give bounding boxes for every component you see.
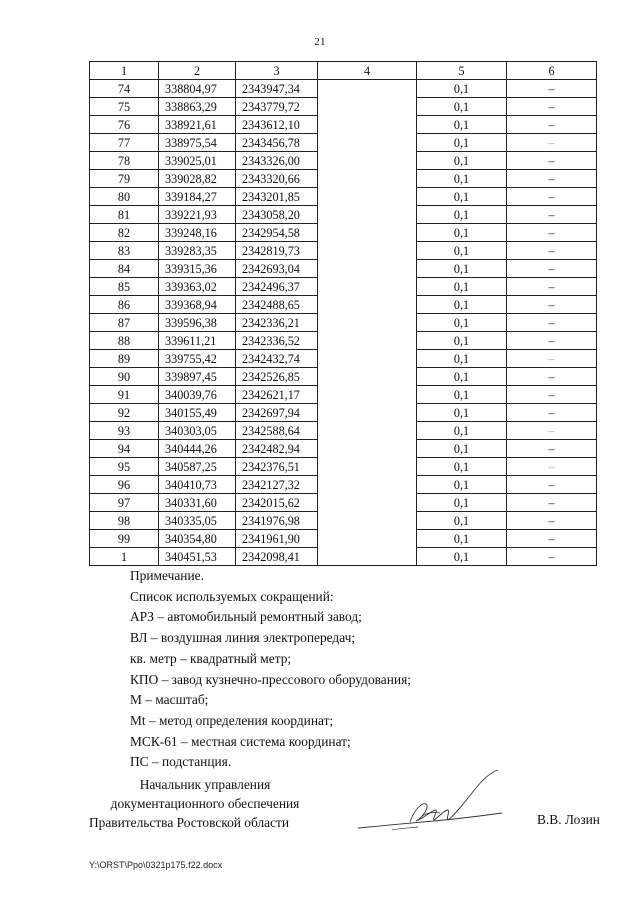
- column-header: 4: [318, 62, 417, 80]
- y-coordinate-cell: 2342376,51: [236, 458, 318, 476]
- point-number-cell: 89: [90, 350, 159, 368]
- y-coordinate-cell: 2342693,04: [236, 260, 318, 278]
- accuracy-cell: 0,1: [417, 458, 507, 476]
- note-line: МСК-61 – местная система координат;: [130, 733, 351, 749]
- y-coordinate-cell: 2342496,37: [236, 278, 318, 296]
- x-coordinate-cell: 338863,29: [159, 98, 236, 116]
- x-coordinate-cell: 339248,16: [159, 224, 236, 242]
- accuracy-cell: 0,1: [417, 260, 507, 278]
- point-number-cell: 1: [90, 548, 159, 566]
- column-6-cell: –: [507, 548, 597, 566]
- point-number-cell: 74: [90, 80, 159, 98]
- note-title: Примечание.: [130, 568, 204, 583]
- x-coordinate-cell: 339755,42: [159, 350, 236, 368]
- column-6-cell: –: [507, 80, 597, 98]
- y-coordinate-cell: 2342127,32: [236, 476, 318, 494]
- position-line: Правительства Ростовской области: [89, 815, 290, 830]
- x-coordinate-cell: 339897,45: [159, 368, 236, 386]
- point-number-cell: 87: [90, 314, 159, 332]
- point-number-cell: 97: [90, 494, 159, 512]
- column-header: 2: [159, 62, 236, 80]
- column-header: 6: [507, 62, 597, 80]
- accuracy-cell: 0,1: [417, 206, 507, 224]
- column-6-cell: –: [507, 134, 597, 152]
- column-6-cell: –: [507, 512, 597, 530]
- column-6-cell: –: [507, 440, 597, 458]
- table-body: [90, 80, 597, 566]
- note-block: [130, 566, 411, 773]
- note-line: кв. метр – квадратный метр;: [130, 650, 292, 666]
- accuracy-cell: 0,1: [417, 116, 507, 134]
- accuracy-cell: 0,1: [417, 278, 507, 296]
- point-number-cell: 92: [90, 404, 159, 422]
- column-6-cell: –: [507, 368, 597, 386]
- accuracy-cell: 0,1: [417, 152, 507, 170]
- y-coordinate-cell: 2343456,78: [236, 134, 318, 152]
- column-6-cell: –: [507, 476, 597, 494]
- accuracy-cell: 0,1: [417, 386, 507, 404]
- y-coordinate-cell: 2342488,65: [236, 296, 318, 314]
- x-coordinate-cell: 340451,53: [159, 548, 236, 566]
- y-coordinate-cell: 2342336,52: [236, 332, 318, 350]
- position-line: документационного обеспечения: [110, 796, 300, 811]
- y-coordinate-cell: 2343320,66: [236, 170, 318, 188]
- x-coordinate-cell: 338975,54: [159, 134, 236, 152]
- accuracy-cell: 0,1: [417, 512, 507, 530]
- column-6-cell: –: [507, 98, 597, 116]
- column-6-cell: –: [507, 116, 597, 134]
- point-number-cell: 76: [90, 116, 159, 134]
- point-number-cell: 90: [90, 368, 159, 386]
- column-6-cell: –: [507, 494, 597, 512]
- point-number-cell: 77: [90, 134, 159, 152]
- column-6-cell: –: [507, 530, 597, 548]
- page-number: 21: [314, 36, 326, 48]
- accuracy-cell: 0,1: [417, 242, 507, 260]
- point-number-cell: 99: [90, 530, 159, 548]
- accuracy-cell: 0,1: [417, 422, 507, 440]
- table-header-row: [90, 62, 597, 80]
- x-coordinate-cell: 338921,61: [159, 116, 236, 134]
- point-number-cell: 91: [90, 386, 159, 404]
- column-6-cell: –: [507, 170, 597, 188]
- column-6-cell: –: [507, 152, 597, 170]
- x-coordinate-cell: 339596,38: [159, 314, 236, 332]
- column-6-cell: –: [507, 350, 597, 368]
- point-number-cell: 75: [90, 98, 159, 116]
- x-coordinate-cell: 339368,94: [159, 296, 236, 314]
- column-6-cell: –: [507, 188, 597, 206]
- accuracy-cell: 0,1: [417, 98, 507, 116]
- note-line: Список используемых сокращений:: [130, 588, 334, 604]
- x-coordinate-cell: 340039,76: [159, 386, 236, 404]
- y-coordinate-cell: 2341961,90: [236, 530, 318, 548]
- point-number-cell: 82: [90, 224, 159, 242]
- column-header: 5: [417, 62, 507, 80]
- column-6-cell: –: [507, 260, 597, 278]
- x-coordinate-cell: 339025,01: [159, 152, 236, 170]
- y-coordinate-cell: 2342098,41: [236, 548, 318, 566]
- y-coordinate-cell: 2343058,20: [236, 206, 318, 224]
- accuracy-cell: 0,1: [417, 188, 507, 206]
- column-6-cell: –: [507, 278, 597, 296]
- file-path: Y:\ORST\Ppo\0321p175.f22.docx: [89, 860, 223, 870]
- x-coordinate-cell: 339315,36: [159, 260, 236, 278]
- x-coordinate-cell: 340587,25: [159, 458, 236, 476]
- accuracy-cell: 0,1: [417, 80, 507, 98]
- accuracy-cell: 0,1: [417, 224, 507, 242]
- x-coordinate-cell: 339283,35: [159, 242, 236, 260]
- point-number-cell: 86: [90, 296, 159, 314]
- coordinates-table: [89, 61, 597, 566]
- point-number-cell: 98: [90, 512, 159, 530]
- note-line: Mt – метод определения координат;: [130, 712, 334, 728]
- handwritten-signature: [352, 766, 512, 840]
- table-row: [90, 80, 597, 98]
- point-number-cell: 93: [90, 422, 159, 440]
- x-coordinate-cell: 339221,93: [159, 206, 236, 224]
- point-number-cell: 80: [90, 188, 159, 206]
- accuracy-cell: 0,1: [417, 350, 507, 368]
- x-coordinate-cell: 340335,05: [159, 512, 236, 530]
- point-number-cell: 78: [90, 152, 159, 170]
- x-coordinate-cell: 340331,60: [159, 494, 236, 512]
- y-coordinate-cell: 2342482,94: [236, 440, 318, 458]
- x-coordinate-cell: 340444,26: [159, 440, 236, 458]
- y-coordinate-cell: 2341976,98: [236, 512, 318, 530]
- y-coordinate-cell: 2342336,21: [236, 314, 318, 332]
- x-coordinate-cell: 339184,27: [159, 188, 236, 206]
- column-6-cell: –: [507, 422, 597, 440]
- accuracy-cell: 0,1: [417, 404, 507, 422]
- y-coordinate-cell: 2342697,94: [236, 404, 318, 422]
- note-line: КПО – завод кузнечно-прессового оборудования;: [130, 671, 411, 687]
- accuracy-cell: 0,1: [417, 134, 507, 152]
- position-line: Начальник управления: [139, 777, 271, 792]
- y-coordinate-cell: 2342526,85: [236, 368, 318, 386]
- y-coordinate-cell: 2343612,10: [236, 116, 318, 134]
- column-6-cell: –: [507, 242, 597, 260]
- accuracy-cell: 0,1: [417, 476, 507, 494]
- x-coordinate-cell: 340410,73: [159, 476, 236, 494]
- column-header: 3: [236, 62, 318, 80]
- accuracy-cell: 0,1: [417, 548, 507, 566]
- column-6-cell: –: [507, 458, 597, 476]
- column-6-cell: –: [507, 404, 597, 422]
- column-6-cell: –: [507, 206, 597, 224]
- column-4-cell: [318, 80, 417, 566]
- note-line: ПС – подстанция.: [130, 754, 232, 770]
- point-number-cell: 83: [90, 242, 159, 260]
- y-coordinate-cell: 2342432,74: [236, 350, 318, 368]
- x-coordinate-cell: 340155,49: [159, 404, 236, 422]
- accuracy-cell: 0,1: [417, 494, 507, 512]
- point-number-cell: 79: [90, 170, 159, 188]
- y-coordinate-cell: 2342621,17: [236, 386, 318, 404]
- accuracy-cell: 0,1: [417, 314, 507, 332]
- accuracy-cell: 0,1: [417, 170, 507, 188]
- x-coordinate-cell: 339363,02: [159, 278, 236, 296]
- note-line: АРЗ – автомобильный ремонтный завод;: [130, 609, 362, 625]
- point-number-cell: 84: [90, 260, 159, 278]
- column-6-cell: –: [507, 332, 597, 350]
- y-coordinate-cell: 2342015,62: [236, 494, 318, 512]
- accuracy-cell: 0,1: [417, 368, 507, 386]
- note-line: ВЛ – воздушная линия электропередач;: [130, 630, 356, 646]
- x-coordinate-cell: 339028,82: [159, 170, 236, 188]
- column-6-cell: –: [507, 386, 597, 404]
- point-number-cell: 94: [90, 440, 159, 458]
- column-6-cell: –: [507, 296, 597, 314]
- column-6-cell: –: [507, 224, 597, 242]
- y-coordinate-cell: 2343947,34: [236, 80, 318, 98]
- y-coordinate-cell: 2343326,00: [236, 152, 318, 170]
- accuracy-cell: 0,1: [417, 296, 507, 314]
- x-coordinate-cell: 340354,80: [159, 530, 236, 548]
- y-coordinate-cell: 2343779,72: [236, 98, 318, 116]
- signer-name: В.В. Лозин: [537, 812, 600, 827]
- x-coordinate-cell: 338804,97: [159, 80, 236, 98]
- accuracy-cell: 0,1: [417, 332, 507, 350]
- point-number-cell: 81: [90, 206, 159, 224]
- point-number-cell: 85: [90, 278, 159, 296]
- point-number-cell: 95: [90, 458, 159, 476]
- y-coordinate-cell: 2342588,64: [236, 422, 318, 440]
- accuracy-cell: 0,1: [417, 530, 507, 548]
- note-line: М – масштаб;: [130, 692, 209, 708]
- y-coordinate-cell: 2342819,73: [236, 242, 318, 260]
- point-number-cell: 96: [90, 476, 159, 494]
- y-coordinate-cell: 2342954,58: [236, 224, 318, 242]
- column-header: 1: [90, 62, 159, 80]
- x-coordinate-cell: 340303,05: [159, 422, 236, 440]
- point-number-cell: 88: [90, 332, 159, 350]
- accuracy-cell: 0,1: [417, 440, 507, 458]
- column-6-cell: –: [507, 314, 597, 332]
- y-coordinate-cell: 2343201,85: [236, 188, 318, 206]
- signatory-position: [89, 775, 321, 832]
- x-coordinate-cell: 339611,21: [159, 332, 236, 350]
